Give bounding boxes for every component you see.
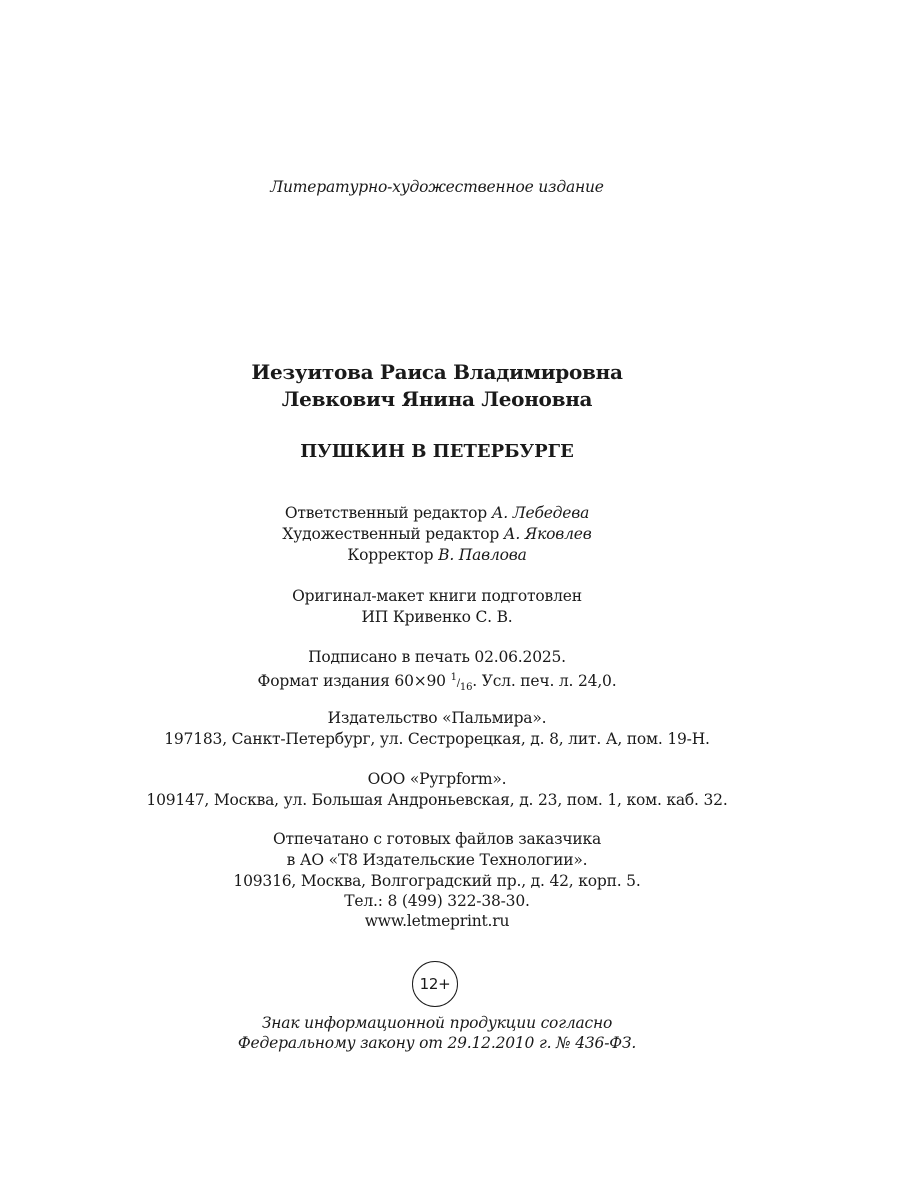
- printer-phone: Тел.: 8 (499) 322-38-30.: [344, 892, 530, 910]
- distributor-name: ООО «Ругрform».: [367, 770, 507, 788]
- editor-name: В. Павлова: [438, 546, 527, 564]
- editor-name: А. Яковлев: [503, 525, 592, 543]
- age-notice-line-1: Знак информационной продукции согласно: [261, 1014, 613, 1032]
- edition-type: Литературно-художественное издание: [270, 178, 604, 196]
- printer-line-1: Отпечатано с готовых файлов заказчика: [272, 830, 602, 848]
- author-2: Левкович Янина Леоновна: [281, 387, 593, 411]
- format-prefix: Формат издания 60×90: [257, 672, 446, 690]
- editor-responsible: [0, 503, 874, 523]
- editor-role: Ответственный редактор: [284, 504, 488, 522]
- editor-name: А. Лебедева: [491, 504, 590, 522]
- signed-for-print: Подписано в печать 02.06.2025.: [308, 648, 566, 666]
- editor-role: Художественный редактор: [282, 525, 500, 543]
- author-1: Иезуитова Раиса Владимировна: [251, 360, 623, 384]
- format-line: [0, 668, 874, 698]
- age-notice-line-2: Федеральному закону от 29.12.2010 г. № 436-ФЗ.: [237, 1034, 637, 1052]
- format-suffix: . Усл. печ. л. 24,0.: [472, 672, 617, 690]
- format-fraction: 1/16: [450, 672, 473, 693]
- fraction-denominator: 16: [459, 682, 473, 693]
- editor-role: Корректор: [347, 546, 434, 564]
- distributor-address: 109147, Москва, ул. Большая Андроньевская, д. 23, пом. 1, ком. каб. 32.: [146, 791, 728, 809]
- layout-line-2: ИП Кривенко С. В.: [361, 608, 513, 626]
- publisher-name: Издательство «Пальмира».: [327, 709, 547, 727]
- editor-art: [0, 524, 874, 544]
- printer-website: www.letmeprint.ru: [364, 912, 510, 930]
- fraction-numerator: 1: [450, 672, 457, 683]
- publisher-address: 197183, Санкт-Петербург, ул. Сестрорецкая, д. 8, лит. А, пом. 19-Н.: [164, 730, 710, 748]
- layout-line-1: Оригинал-макет книги подготовлен: [292, 587, 582, 605]
- book-title: ПУШКИН В ПЕТЕРБУРГЕ: [300, 441, 574, 462]
- editor-proofreader: [0, 545, 874, 565]
- age-rating-badge: 12+: [412, 961, 458, 1007]
- printer-address: 109316, Москва, Волгоградский пр., д. 42, корп. 5.: [233, 872, 641, 890]
- printer-line-2: в АО «Т8 Издательские Технологии».: [286, 851, 588, 869]
